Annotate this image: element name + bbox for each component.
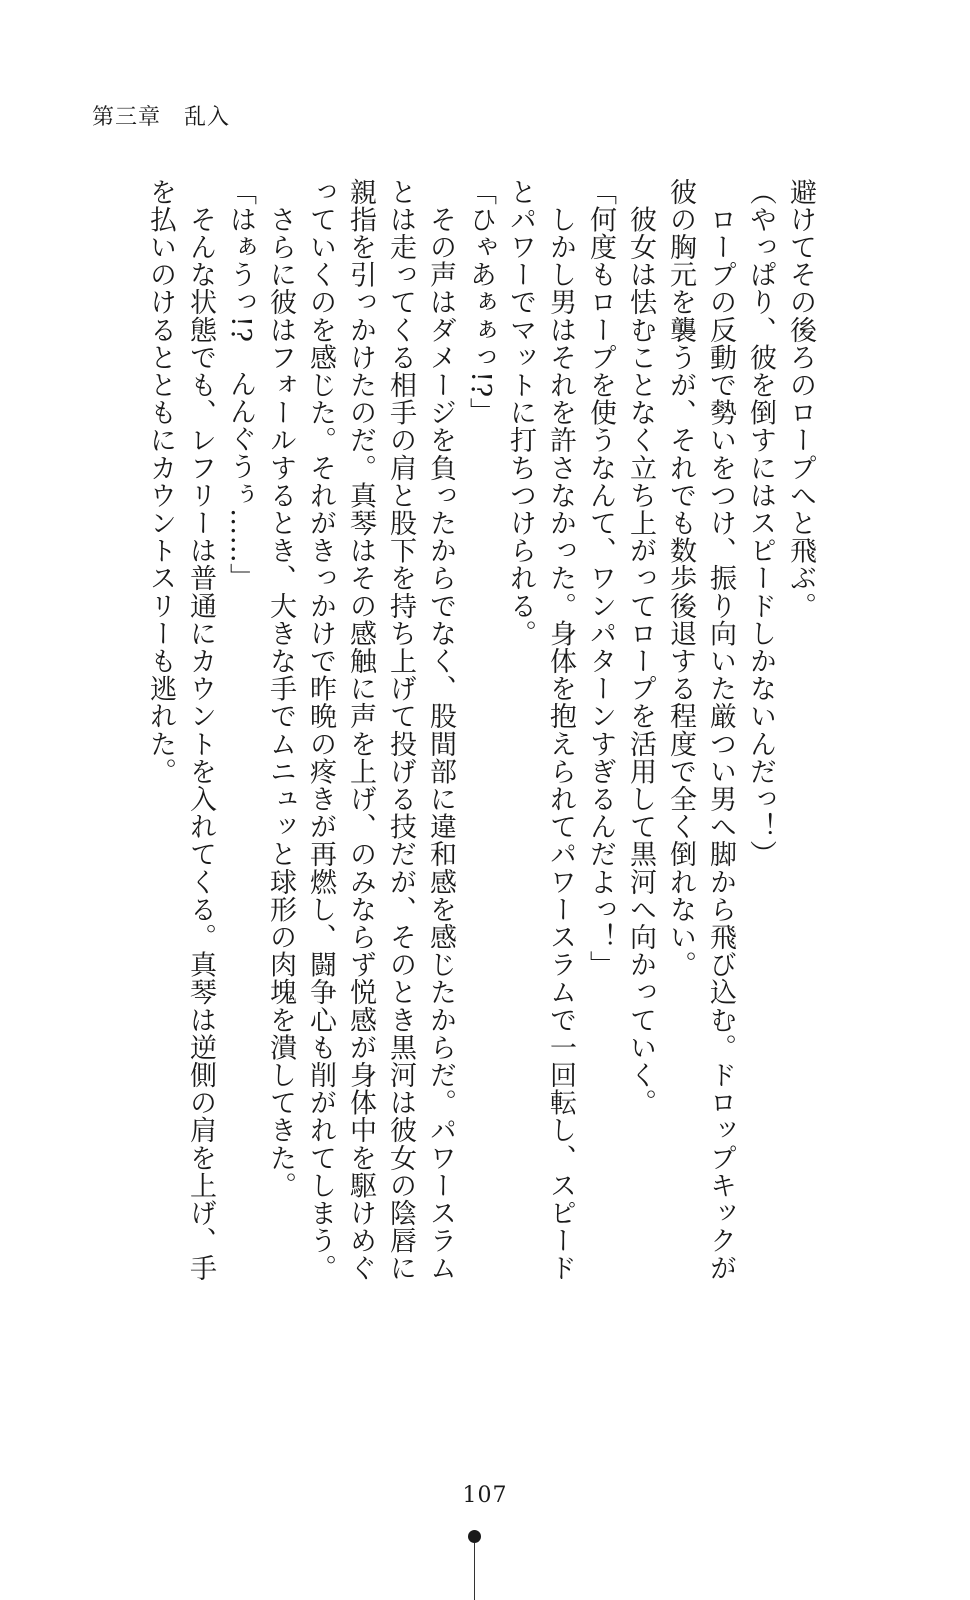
text-line: っていくのを感じた。それがきっかけで昨晩の疼きが再燃し、闘争心も削がれてしまう。 — [305, 178, 336, 1282]
text-line: とパワーでマットに打ちつけられる。 — [505, 178, 536, 648]
folio-rule — [474, 1543, 475, 1600]
page-number: 107 — [462, 1483, 508, 1508]
text-line: を払いのけるとともにカウントスリーも逃れた。 — [145, 178, 176, 786]
text-line: 彼の胸元を襲うが、それでも数歩後退する程度で全く倒れない。 — [665, 178, 696, 979]
text-line: 「何度もロープを使うなんて、ワンパターンすぎるんだよっ！」 — [585, 178, 616, 979]
text-line: 「ひゃあぁぁっ!?」 — [465, 178, 496, 426]
text-line: その声はダメージを負ったからでなく、股間部に違和感を感じたからだ。パワースラム — [425, 178, 456, 1282]
text-line: 「はぁうっ!? んんぐうぅ……」 — [225, 178, 256, 591]
text-line: そんな状態でも、レフリーは普通にカウントを入れてくる。真琴は逆側の肩を上げ、手 — [185, 178, 216, 1282]
text-line: しかし男はそれを許さなかった。身体を抱えられてパワースラムで一回転し、スピード — [545, 178, 576, 1282]
body-text — [92, 178, 820, 1450]
text-line: さらに彼はフォールするとき、大きな手でムニュッと球形の肉塊を潰してきた。 — [265, 178, 296, 1200]
text-line: ロープの反動で勢いをつけ、振り向いた厳つい男へ脚から飛び込む。ドロップキックが — [705, 178, 736, 1282]
text-line: （やっぱり、彼を倒すにはスピードしかないんだっ！） — [745, 178, 776, 868]
folio-dot-icon — [468, 1530, 481, 1543]
text-line: とは走ってくる相手の肩と股下を持ち上げて投げる技だが、そのとき黒河は彼女の陰唇に — [385, 178, 416, 1282]
text-line: 彼女は怯むことなく立ち上がってロープを活用して黒河へ向かっていく。 — [625, 178, 656, 1117]
text-line: 親指を引っかけたのだ。真琴はその感触に声を上げ、のみならず悦感が身体中を駆けめぐ — [345, 178, 376, 1282]
running-head: 第三章 乱入 — [92, 105, 231, 130]
text-line: 避けてその後ろのロープへと飛ぶ。 — [785, 178, 816, 620]
